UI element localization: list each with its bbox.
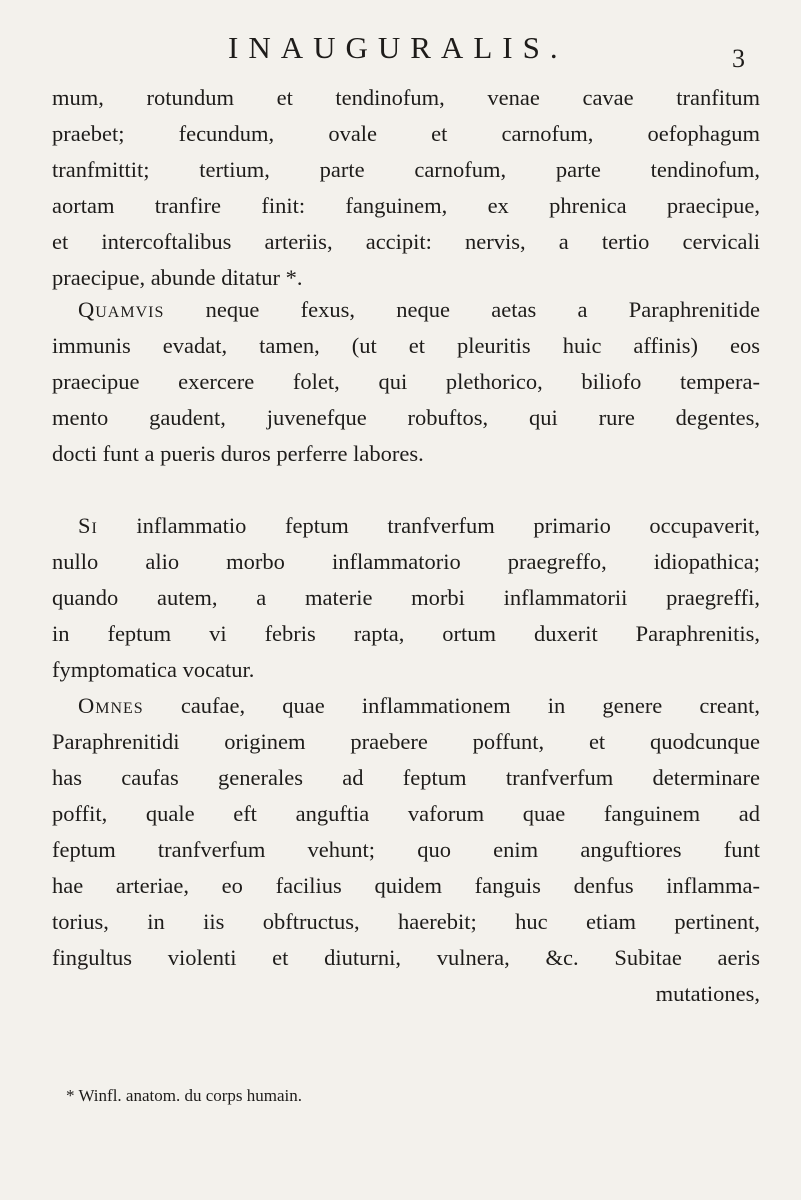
text-line — [52, 292, 760, 328]
paragraph-4 — [52, 688, 760, 1012]
text-line: mum, rotundum et tendinofum, venae cavae tranfitum — [52, 85, 760, 110]
text-line: docti funt a pueris duros perferre labores. — [52, 441, 424, 466]
text-line: quando autem, a materie morbi inflammatorii praegreffi, — [52, 585, 760, 610]
initial-word: Si — [78, 513, 98, 538]
paragraph-1 — [52, 80, 760, 296]
text-line: mento gaudent, juvenefque robuftos, qui rure degentes, — [52, 405, 760, 430]
initial-word: Omnes — [78, 693, 144, 718]
text-line — [52, 508, 760, 544]
text-line: praecipue exercere folet, qui plethorico, biliofo tempera- — [52, 369, 760, 394]
running-title: INAUGURALIS. — [228, 30, 568, 65]
text-line: fingultus violenti et diuturni, vulnera, &c. Subitae aeris — [52, 945, 760, 970]
line-rest: neque fexus, neque aetas a Paraphrenitide — [164, 297, 760, 322]
line-rest: inflammatio feptum tranfverfum primario occupaverit, — [97, 513, 760, 538]
text-line: hae arteriae, eo facilius quidem fanguis denfus inflamma- — [52, 873, 760, 898]
text-line: immunis evadat, tamen, (ut et pleuritis huic affinis) eos — [52, 333, 760, 358]
line-rest: caufae, quae inflammationem in genere creant, — [143, 693, 760, 718]
text-line: torius, in iis obftructus, haerebit; huc etiam pertinent, — [52, 909, 760, 934]
text-line: praebet; fecundum, ovale et carnofum, oefophagum — [52, 121, 760, 146]
text-line: feptum tranfverfum vehunt; quo enim anguftiores funt — [52, 837, 760, 862]
text-line: aortam tranfire finit: fanguinem, ex phrenica praecipue, — [52, 193, 760, 218]
text-line: et intercoftalibus arteriis, accipit: nervis, a tertio cervicali — [52, 229, 760, 254]
text-line: fymptomatica vocatur. — [52, 657, 255, 682]
text-line: has caufas generales ad feptum tranfverfum determinare — [52, 765, 760, 790]
catchword: mutationes, — [655, 981, 760, 1006]
text-line: tranfmittit; tertium, parte carnofum, parte tendinofum, — [52, 157, 760, 182]
text-line: nullo alio morbo inflammatorio praegreffo, idiopathica; — [52, 549, 760, 574]
text-line: praecipue, abunde ditatur *. — [52, 265, 303, 290]
footnote: * Winfl. anatom. du corps humain. — [66, 1086, 303, 1105]
initial-word: Quamvis — [78, 297, 165, 322]
text-line — [52, 688, 760, 724]
paragraph-3 — [52, 508, 760, 688]
text-line: Paraphrenitidi originem praebere poffunt, et quodcunque — [52, 729, 760, 754]
page-number: 3 — [732, 44, 745, 73]
paragraph-2 — [52, 292, 760, 472]
text-line: poffit, quale eft anguftia vaforum quae fanguinem ad — [52, 801, 760, 826]
text-line: in feptum vi febris rapta, ortum duxerit Paraphrenitis, — [52, 621, 760, 646]
